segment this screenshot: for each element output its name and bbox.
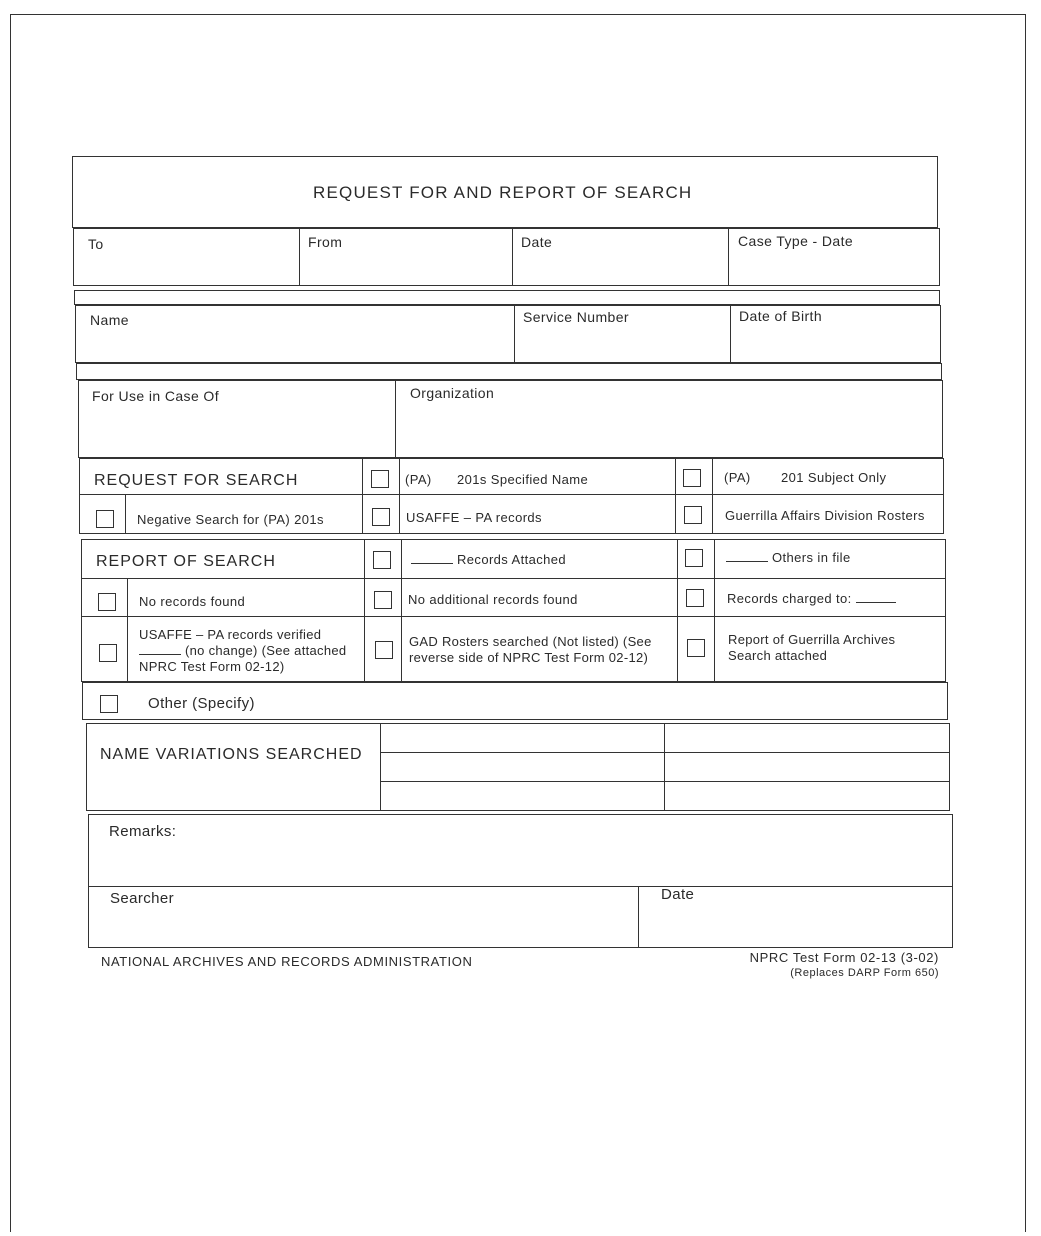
replaces-note: (Replaces DARP Form 650) [790, 967, 939, 979]
name-field[interactable]: Name [90, 312, 129, 328]
spacer-strip-1 [74, 290, 940, 305]
negative-search-checkbox[interactable] [96, 510, 114, 528]
name-variation-entry[interactable] [384, 755, 660, 779]
searcher-field[interactable]: Searcher [110, 890, 175, 907]
records-charged-to-checkbox[interactable] [686, 589, 704, 607]
records-attached-checkbox[interactable] [373, 551, 391, 569]
request-section-heading: REQUEST FOR SEARCH [94, 472, 299, 489]
name-variation-entry[interactable] [668, 755, 946, 779]
guerrilla-rosters-checkbox[interactable] [684, 506, 702, 524]
name-variation-entry[interactable] [384, 784, 660, 808]
name-variation-entry[interactable] [668, 726, 946, 750]
from-field[interactable]: From [308, 234, 343, 250]
agency-name: NATIONAL ARCHIVES AND RECORDS ADMINISTRATION [101, 954, 473, 969]
name-variation-entry[interactable] [668, 784, 946, 808]
records-charged-to-label: Records charged to: [727, 591, 900, 606]
name-variation-entry[interactable] [384, 726, 660, 750]
for-use-in-case-of-field[interactable]: For Use in Case Of [92, 388, 220, 404]
no-records-found-label: No records found [139, 594, 246, 609]
case-type-date-field[interactable]: Case Type - Date [738, 233, 854, 249]
no-additional-records-label: No additional records found [408, 592, 578, 607]
report-section-heading: REPORT OF SEARCH [96, 553, 276, 570]
no-records-found-checkbox[interactable] [98, 593, 116, 611]
negative-search-label: Negative Search for (PA) 201s [137, 512, 324, 527]
records-attached-label: Records Attached [411, 552, 566, 567]
pa-201s-specified-name-label: 201s Specified Name [457, 472, 589, 487]
no-additional-records-checkbox[interactable] [374, 591, 392, 609]
remarks-field[interactable]: Remarks: [109, 823, 177, 840]
gad-rosters-checkbox[interactable] [375, 641, 393, 659]
to-field[interactable]: To [88, 236, 104, 252]
guerrilla-archives-checkbox[interactable] [687, 639, 705, 657]
date-field[interactable]: Date [521, 234, 553, 250]
other-specify-checkbox[interactable] [100, 695, 118, 713]
usaffe-pa-records-checkbox[interactable] [372, 508, 390, 526]
service-number-field[interactable]: Service Number [523, 309, 629, 325]
other-specify-label: Other (Specify) [148, 695, 255, 712]
others-in-file-label: Others in file [726, 550, 851, 565]
pa-201-subject-only-checkbox[interactable] [683, 469, 701, 487]
usaffe-verified-label: USAFFE – PA records verified (no change) (See attached NPRC Test Form 02-12) [139, 627, 347, 674]
gad-rosters-label: GAD Rosters searched (Not listed) (See reverse side of NPRC Test Form 02-12) [409, 634, 652, 665]
pa-201-subject-only-label: 201 Subject Only [781, 470, 887, 485]
name-variations-heading: NAME VARIATIONS SEARCHED [100, 746, 363, 763]
guerrilla-archives-label: Report of Guerrilla Archives Search attached [728, 632, 896, 663]
date-of-birth-field[interactable]: Date of Birth [739, 308, 823, 324]
pa-201s-specified-name-checkbox[interactable] [371, 470, 389, 488]
form-number: NPRC Test Form 02-13 (3-02) [749, 950, 939, 965]
spacer-strip-2 [76, 363, 942, 380]
remarks-block [88, 814, 953, 948]
pa-prefix-label: (PA) [405, 472, 432, 487]
usaffe-pa-records-label: USAFFE – PA records [406, 510, 542, 525]
usaffe-verified-checkbox[interactable] [99, 644, 117, 662]
guerrilla-rosters-label: Guerrilla Affairs Division Rosters [725, 508, 925, 523]
signoff-date-field[interactable]: Date [661, 886, 695, 903]
others-in-file-checkbox[interactable] [685, 549, 703, 567]
pa-prefix-label: (PA) [724, 470, 751, 485]
organization-field[interactable]: Organization [410, 385, 495, 401]
form-title: REQUEST FOR AND REPORT OF SEARCH [313, 183, 693, 202]
search-request-form [72, 156, 948, 946]
